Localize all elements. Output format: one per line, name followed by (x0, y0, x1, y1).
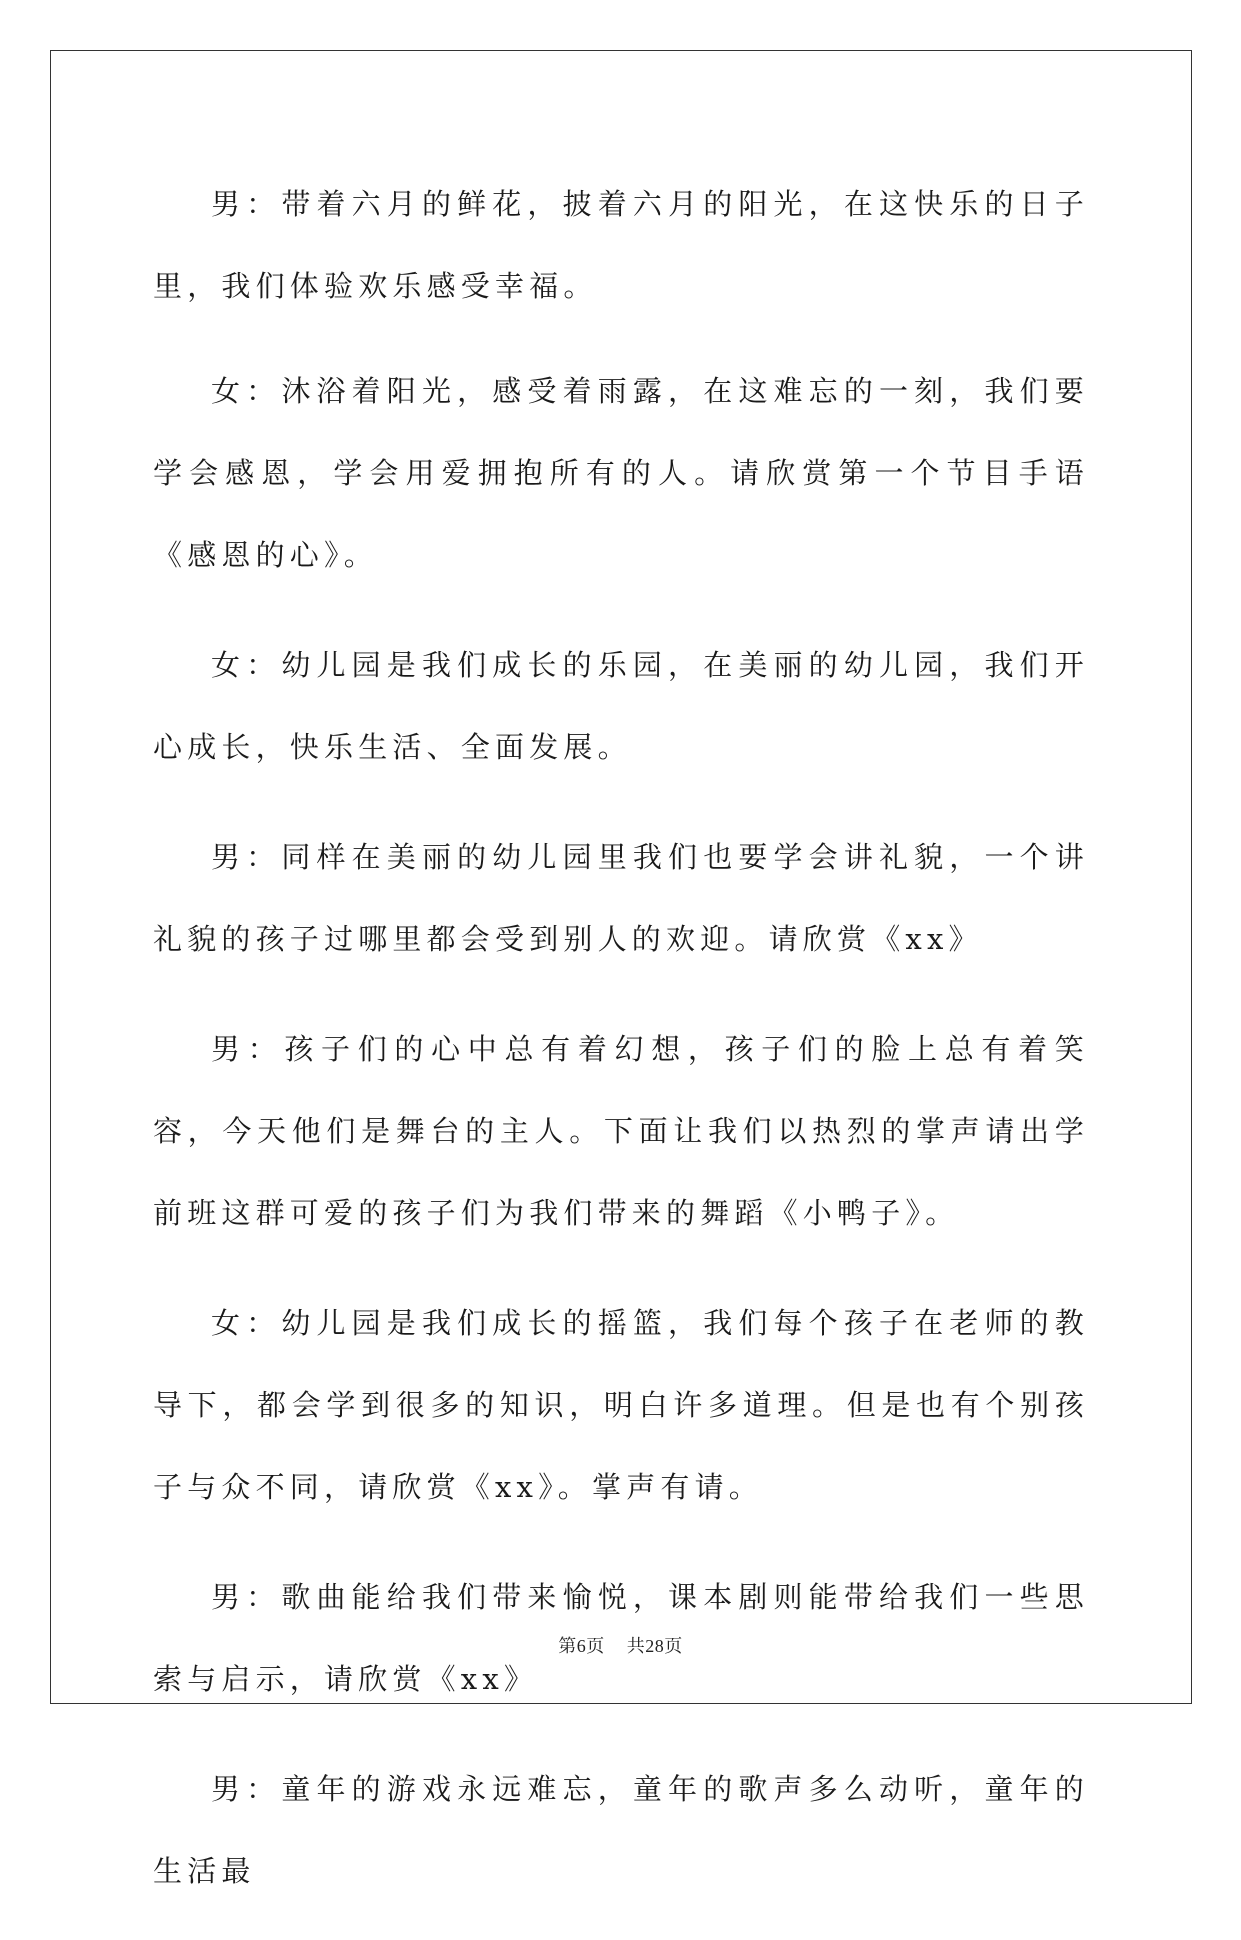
paragraph-2: 女：沐浴着阳光，感受着雨露，在这难忘的一刻，我们要学会感恩，学会用爱拥抱所有的人。请欣赏第一个节目手语《感恩的心》。 (153, 374, 1089, 572)
paragraph-5: 男：孩子们的心中总有着幻想，孩子们的脸上总有着笑容，今天他们是舞台的主人。下面让我们以热烈的掌声请出学前班这群可爱的孩子们为我们带来的舞蹈《小鸭子》。 (153, 1032, 1089, 1230)
paragraph-1: 男：带着六月的鲜花，披着六月的阳光，在这快乐的日子里，我们体验欢乐感受幸福。 (153, 187, 1089, 303)
page-footer (0, 1632, 1241, 1658)
paragraph-3: 女：幼儿园是我们成长的乐园，在美丽的幼儿园，我们开心成长，快乐生活、全面发展。 (153, 648, 1089, 764)
page-total: 共28页 (626, 1636, 683, 1656)
document-body (153, 163, 1089, 1940)
page-number: 第6页 (558, 1636, 605, 1656)
paragraph-4: 男：同样在美丽的幼儿园里我们也要学会讲礼貌，一个讲礼貌的孩子过哪里都会受到别人的欢迎。请欣赏《xx》 (153, 840, 1089, 956)
paragraph-6: 女：幼儿园是我们成长的摇篮，我们每个孩子在老师的教导下，都会学到很多的知识，明白许多道理。但是也有个别孩子与众不同，请欣赏《xx》。掌声有请。 (153, 1306, 1089, 1504)
paragraph-7: 男：歌曲能给我们带来愉悦，课本剧则能带给我们一些思索与启示，请欣赏《xx》 (153, 1580, 1089, 1696)
paragraph-8: 男：童年的游戏永远难忘，童年的歌声多么动听，童年的生活最 (153, 1772, 1089, 1888)
